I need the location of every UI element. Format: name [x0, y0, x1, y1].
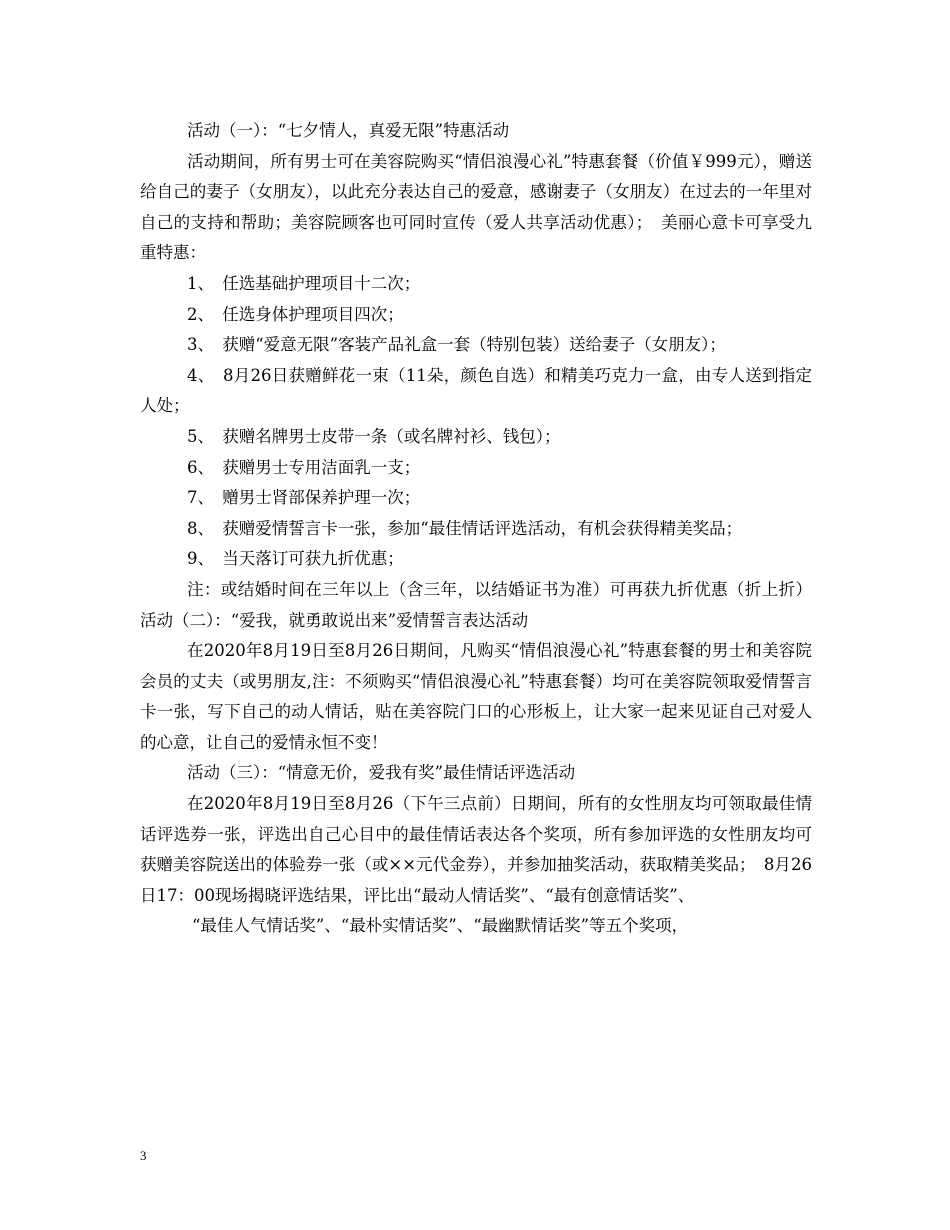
- list-item-1: 1、 任选基础护理项目十二次；: [187, 273, 421, 293]
- list-item-5: 5、 获赠名牌男士皮带一条（或名牌衬衫、钱包）；: [187, 426, 561, 446]
- paragraph-award-list: “最佳人气情话奖”、“最朴实情话奖”、“最幽默情话奖”等五个奖项，: [192, 916, 689, 936]
- heading-activity-3: 活动（三）：“情意无价，爱我有奖”最佳情话评选活动: [187, 763, 576, 783]
- page-number: 3: [140, 1148, 147, 1163]
- list-item-3: 3、 获赠“爱意无限”客装产品礼盒一套（特别包装）送给妻子（女朋友）；: [187, 335, 726, 355]
- list-item-6: 6、 获赠男士专用洁面乳一支；: [187, 457, 421, 477]
- list-item-4: 4、 8月26日获赠鲜花一束（11朵，颜色自选）和精美巧克力一盒，由专人送到指定人处；: [140, 365, 812, 416]
- heading-activity-1: 活动（一）：“七夕情人，真爱无限”特惠活动: [187, 121, 510, 140]
- paragraph-activity-1-description: 活动期间，所有男士可在美容院购买“情侣浪漫心礼”特惠套餐（价值￥999元），赠送给自己的妻子（女朋友），以此充分表达自己的爱意，感谢妻子（女朋友）在过去的一年里对自己的支持和帮助；美容院顾客也可同时宣传（爱人共享活动优惠）； 美丽心意卡可享受九重特惠：: [140, 151, 812, 263]
- list-item-2: 2、 任选身体护理项目四次；: [187, 304, 404, 324]
- note-and-heading-activity-2: 注：或结婚时间在三年以上（含三年，以结婚证书为准）可再获九折优惠（折上折）活动（二）：“爱我，就勇敢说出来”爱情誓言表达活动: [140, 579, 812, 630]
- paragraph-activity-3-description: 在2020年8月19日至8月26（下午三点前）日期间，所有的女性朋友均可领取最佳情话评选券一张，评选出自己心目中的最佳情话表达各个奖项，所有参加评选的女性朋友均可获赠美容院送出的体验券一张（或××元代金券），并参加抽奖活动，获取精美奖品； 8月26日17：00现场揭晓评选结果，评比出“最动人情话奖”、“最有创意情话奖”、: [140, 794, 812, 905]
- paragraph-activity-2-description: 在2020年8月19日至8月26日期间，凡购买“情侣浪漫心礼”特惠套餐的男士和美容院会员的丈夫（或男朋友,注：不须购买“情侣浪漫心礼”特惠套餐）均可在美容院领取爱情誓言卡一张，写下自己的动人情话，贴在美容院门口的心形板上，让大家一起来见证自己对爱人的心意，让自己的爱情永恒不变！: [140, 641, 812, 752]
- document-body: [140, 116, 812, 942]
- list-item-7: 7、 赠男士肾部保养护理一次；: [187, 488, 421, 508]
- list-item-8: 8、 获赠爱情誓言卡一张，参加“最佳情话评选活动，有机会获得精美奖品；: [187, 518, 743, 538]
- list-item-9: 9、 当天落订可获九折优惠；: [187, 549, 404, 569]
